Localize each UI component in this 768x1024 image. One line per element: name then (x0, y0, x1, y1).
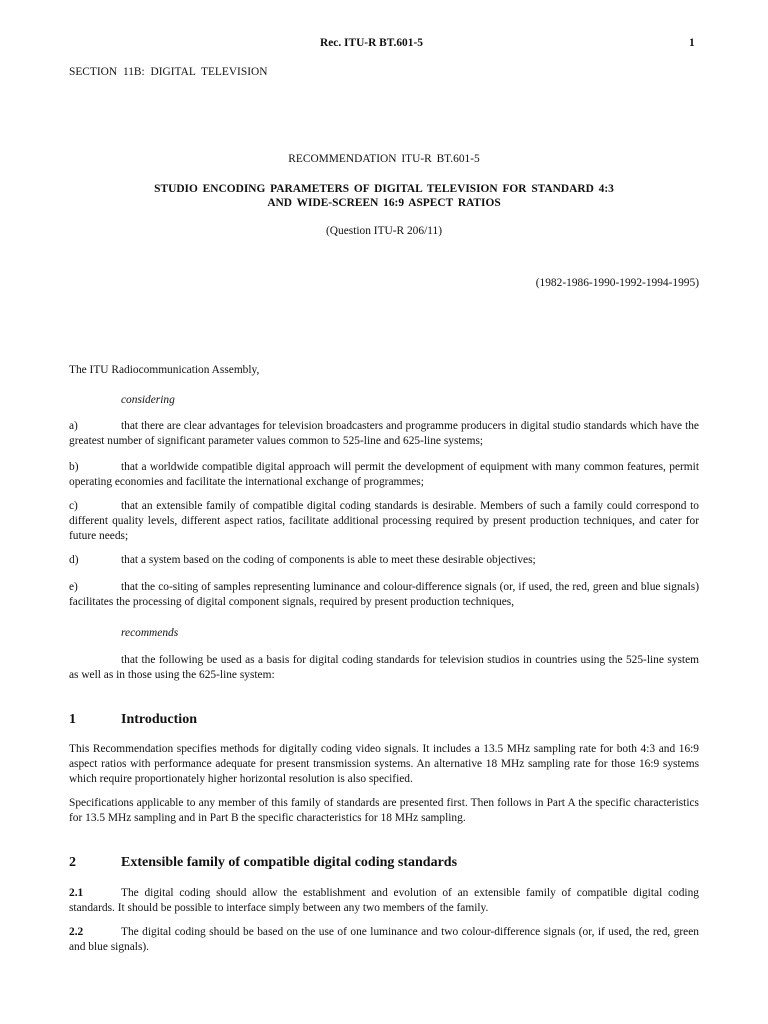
question-reference: (Question ITU-R 206/11) (326, 225, 442, 237)
section-2-heading (69, 855, 699, 873)
revision-years: (1982-1986-1990-1992-1994-1995) (535, 277, 699, 289)
item-label: 2.2 (69, 926, 84, 938)
document-title-line-1: STUDIO ENCODING PARAMETERS OF DIGITAL TELEVISION FOR STANDARD 4:3 (154, 183, 614, 195)
section-title: Extensible family of compatible digital coding standards (121, 855, 458, 870)
item-label: d) (69, 554, 79, 566)
item-text: The digital coding should be based on the use of one luminance and two colour-difference signals (or, if used, the red, green and blue signals). (69, 926, 699, 953)
item-label: c) (69, 500, 78, 512)
assembly-statement: The ITU Radiocommunication Assembly, (69, 364, 260, 376)
section-title: SECTION 11B: DIGITAL TELEVISION (69, 66, 268, 78)
considering-item-b (69, 460, 699, 490)
recommends-heading: recommends (121, 627, 179, 639)
item-text: that the co-siting of samples representing luminance and colour-difference signals (or, if used, the red, green and blue signals) facilitates the processing of digital component signals, required by present production techniques, (69, 581, 699, 608)
item-label: b) (69, 461, 79, 473)
considering-item-d (69, 553, 699, 568)
item-text: that there are clear advantages for television broadcasters and programme producers in digital studio standards which have the greatest number of significant parameter values common to 525-line and 625-line systems; (69, 420, 699, 447)
recommends-text: that the following be used as a basis for digital coding standards for television studios in countries using the 525-line system as well as in those using the 625-line system: (69, 654, 699, 681)
item-text: The digital coding should allow the establishment and evolution of an extensible family of compatible digital coding standards. It should be possible to interface simply between any two members of the family. (69, 887, 699, 914)
section-2-1 (69, 886, 699, 916)
item-label: e) (69, 581, 78, 593)
section-1-paragraph-1: This Recommendation specifies methods for digitally coding video signals. It includes a 13.5 MHz sampling rate for both 4:3 and 16:9 aspect ratios with performance adequate for present transmission systems. An alternative 18 MHz sampling rate for those 16:9 systems which require proportionately higher horizontal resolution is also specified. (69, 743, 699, 785)
item-text: that a worldwide compatible digital approach will permit the development of equipment with many common features, permit operating economies and facilitate the international exchange of programmes; (69, 461, 699, 488)
page-number: 1 (689, 37, 695, 49)
considering-item-e (69, 580, 699, 610)
section-title: Introduction (121, 712, 197, 727)
document-title-line-2: AND WIDE-SCREEN 16:9 ASPECT RATIOS (267, 197, 501, 209)
section-number: 2 (69, 855, 76, 870)
item-label: a) (69, 420, 78, 432)
considering-heading: considering (121, 394, 175, 406)
item-text: that a system based on the coding of components is able to meet these desirable objectives; (121, 554, 536, 566)
item-text: that an extensible family of compatible digital coding standards is desirable. Members of such a family could correspond to different quality levels, different aspect ratios, facilitate additional processing required by present production techniques, and cater for future needs; (69, 500, 699, 542)
running-header-ref: Rec. ITU-R BT.601-5 (320, 37, 423, 49)
section-2-2 (69, 925, 699, 955)
considering-item-a (69, 419, 699, 449)
section-1-paragraph-2: Specifications applicable to any member of this family of standards are presented first. Then follows in Part A the specific characteristics for 13.5 MHz sampling and in Part B the specific characteristics for 18 MHz sampling. (69, 797, 699, 824)
section-number: 1 (69, 712, 76, 727)
considering-item-c (69, 499, 699, 544)
recommendation-number: RECOMMENDATION ITU-R BT.601-5 (288, 153, 480, 165)
item-label: 2.1 (69, 887, 84, 899)
section-1-heading (69, 712, 699, 730)
